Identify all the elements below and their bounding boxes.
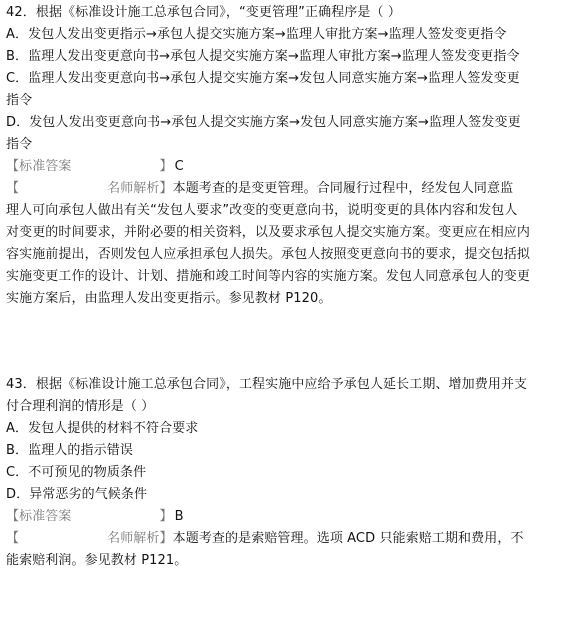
analysis-label: 名师解析】 [107, 181, 173, 196]
question-42-analysis-line: 理人可向承包人做出有关“发包人要求”改变的变更意向书，说明变更的具体内容和发包人 [6, 203, 518, 218]
analysis-open: 【 [6, 181, 20, 196]
question-42-stem: 42．根据《标准设计施工总承包合同》，“变更管理”正确程序是（ ） [6, 5, 401, 20]
analysis-open: 【 [6, 531, 20, 546]
question-43-stem-cont: 付合理利润的情形是（ ） [6, 399, 155, 414]
question-42-answer [6, 156, 566, 178]
answer-label-open: 【标准答案 [6, 159, 72, 174]
answer-label-open: 【标准答案 [6, 509, 72, 524]
question-43-option-c: C．不可预见的物质条件 [6, 465, 147, 480]
question-42-analysis-line: 容实施前提出，否则发包人应承担承包人损失。承包人按照变更意向书的要求，提交包括拟 [6, 247, 531, 262]
analysis-label: 名师解析】 [107, 531, 173, 546]
question-42-option-c-cont: 指令 [6, 93, 33, 108]
question-43-analysis-first [6, 528, 566, 550]
question-43-option-a: A．发包人提供的材料不符合要求 [6, 421, 199, 436]
question-42-analysis-line: 实施方案后，由监理人发出变更指示。参见教材 P120。 [6, 291, 332, 306]
question-43-stem: 43．根据《标准设计施工总承包合同》，工程实施中应给予承包人延长工期、增加费用并支 [6, 377, 528, 392]
question-42-option-b: B．监理人发出变更意向书→承包人提交实施方案→监理人审批方案→监理人签发变更指令 [6, 49, 520, 64]
question-42-option-a: A．发包人发出变更指示→承包人提交实施方案→监理人审批方案→监理人签发变更指令 [6, 27, 507, 42]
question-43-answer [6, 506, 566, 528]
analysis-text: 本题考查的是索赔管理。选项 ACD 只能索赔工期和费用，不 [172, 531, 524, 546]
question-42-option-d-cont: 指令 [6, 137, 33, 152]
answer-value: C [174, 159, 184, 174]
question-42-analysis-first [6, 178, 566, 200]
answer-label-close: 】 [159, 509, 173, 524]
question-43 [6, 374, 566, 572]
answer-label-close: 】 [159, 159, 173, 174]
analysis-text: 本题考查的是变更管理。合同履行过程中，经发包人同意监 [172, 181, 514, 196]
question-42 [6, 2, 566, 310]
question-42-option-c: C．监理人发出变更意向书→承包人提交实施方案→发包人同意实施方案→监理人签发变更 [6, 71, 520, 86]
question-43-option-b: B．监理人的指示错误 [6, 443, 133, 458]
question-42-analysis-line: 实施变更工作的设计、计划、措施和竣工时间等内容的实施方案。发包人同意承包人的变更 [6, 269, 531, 284]
question-43-option-d: D．异常恶劣的气候条件 [6, 487, 148, 502]
answer-value: B [174, 509, 184, 524]
question-42-analysis-line: 对变更的时间要求，并附必要的相关资料，以及要求承包人提交实施方案。变更应在相应内 [6, 225, 531, 240]
question-42-option-d: D．发包人发出变更意向书→承包人提交实施方案→发包人同意实施方案→监理人签发变更 [6, 115, 521, 130]
question-43-analysis-line: 能索赔利润。参见教材 P121。 [6, 553, 188, 568]
